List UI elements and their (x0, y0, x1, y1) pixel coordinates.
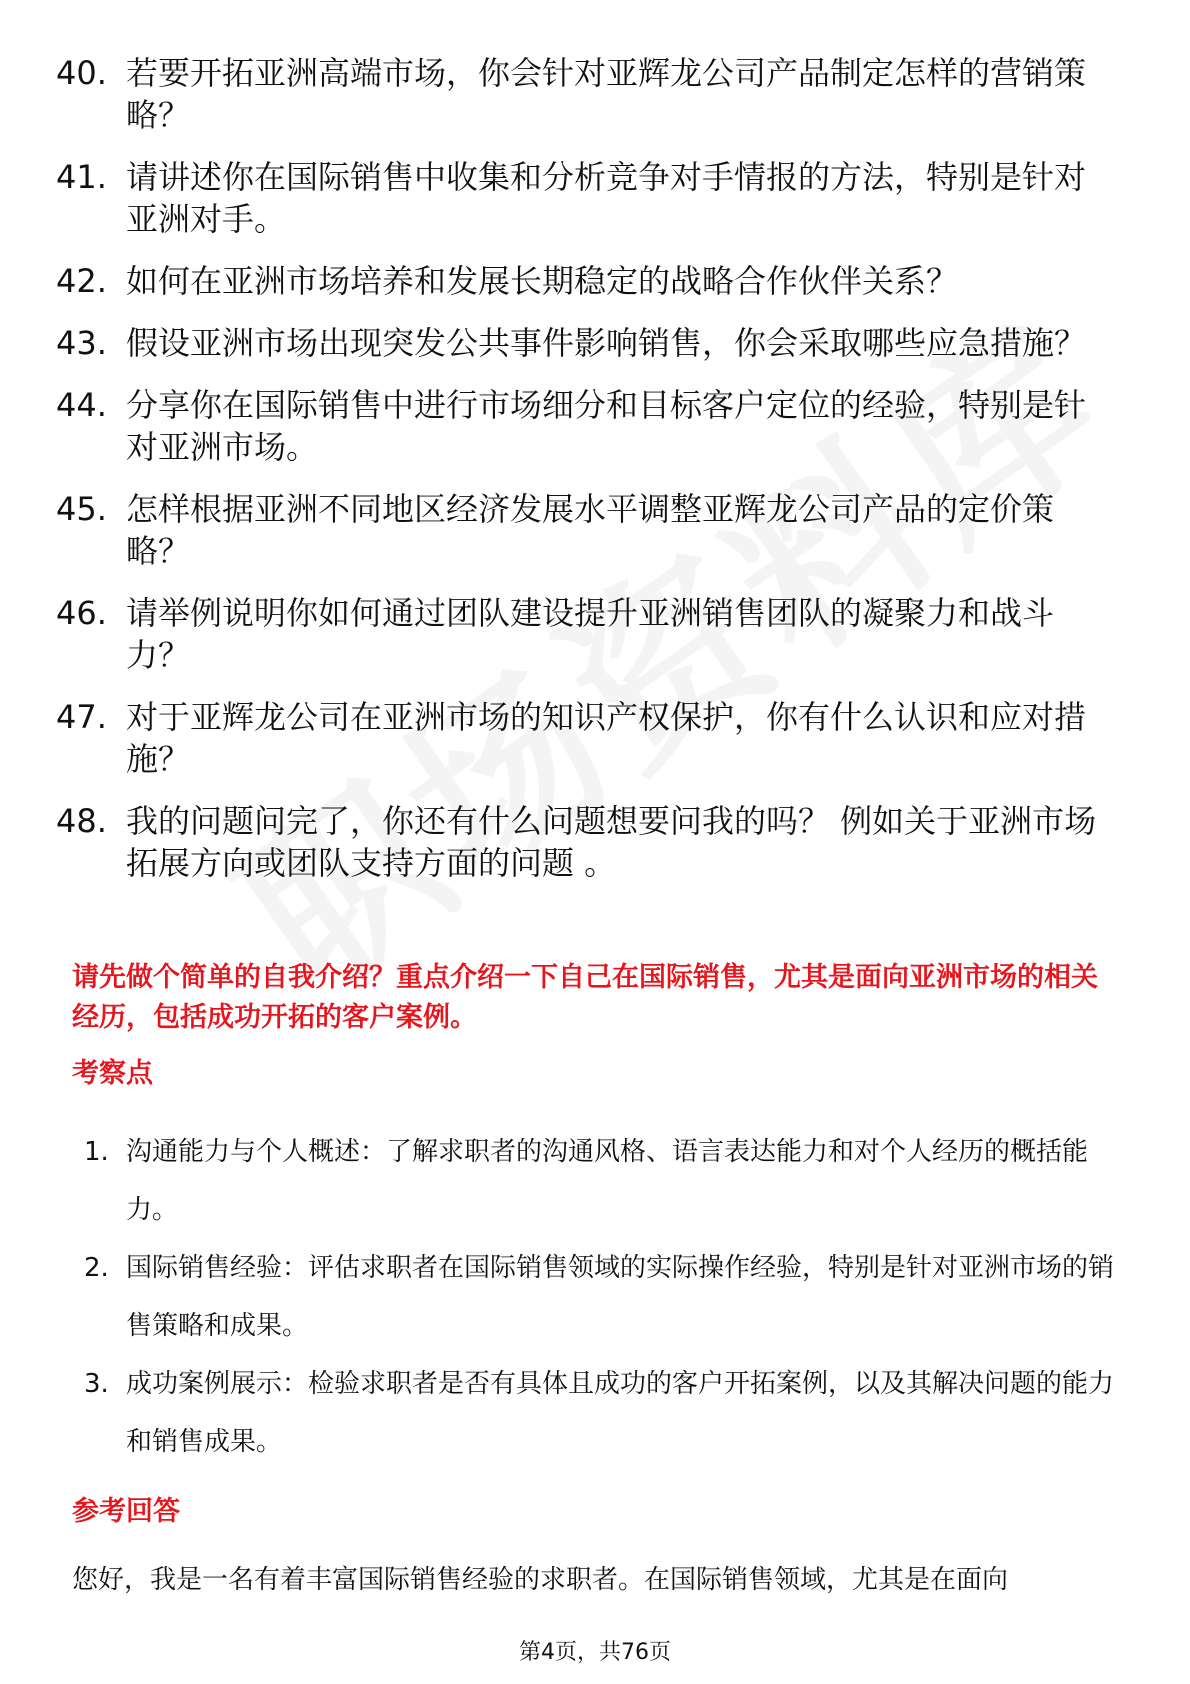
point-number: 2. (84, 1253, 109, 1283)
page-footer: 第4页，共76页 (519, 1640, 671, 1665)
question-item (56, 488, 1116, 572)
question-list (56, 52, 1116, 904)
question-item (56, 260, 1116, 302)
question-number: 45. (56, 490, 107, 528)
point-text: 沟通能力与个人概述：了解求职者的沟通风格、语言表达能力和对个人经历的概括能力。 (126, 1137, 1089, 1225)
point-number: 3. (84, 1369, 109, 1399)
question-item (56, 322, 1116, 364)
question-number: 42. (56, 262, 107, 300)
answer-title: 参考回答 (72, 1496, 180, 1527)
question-text: 若要开拓亚洲高端市场，你会针对亚辉龙公司产品制定怎样的营销策略？ (126, 54, 1087, 134)
question-item (56, 52, 1116, 136)
point-item (84, 1239, 1124, 1355)
question-item (56, 384, 1116, 468)
question-number: 47. (56, 698, 107, 736)
question-item (56, 592, 1116, 676)
question-number: 43. (56, 324, 107, 362)
question-number: 44. (56, 386, 107, 424)
answer-text: 您好，我是一名有着丰富国际销售经验的求职者。在国际销售领域，尤其是在面向 (72, 1565, 1009, 1595)
question-text: 请讲述你在国际销售中收集和分析竞争对手情报的方法，特别是针对亚洲对手。 (126, 158, 1087, 238)
question-number: 48. (56, 802, 107, 840)
question-item (56, 800, 1116, 884)
question-text: 对于亚辉龙公司在亚洲市场的知识产权保护，你有什么认识和应对措施？ (126, 698, 1087, 778)
question-text: 分享你在国际销售中进行市场细分和目标客户定位的经验，特别是针对亚洲市场。 (126, 386, 1087, 466)
question-text: 怎样根据亚洲不同地区经济发展水平调整亚辉龙公司产品的定价策略？ (126, 490, 1055, 570)
point-item (84, 1123, 1124, 1239)
point-item (84, 1355, 1124, 1471)
points-list (84, 1123, 1124, 1471)
point-number: 1. (84, 1137, 109, 1167)
question-item (56, 696, 1116, 780)
question-text: 假设亚洲市场出现突发公共事件影响销售，你会采取哪些应急措施？ (126, 324, 1087, 362)
question-number: 41. (56, 158, 107, 196)
point-text: 成功案例展示：检验求职者是否有具体且成功的客户开拓案例，以及其解决问题的能力和销售成果。 (126, 1369, 1115, 1457)
question-text: 如何在亚洲市场培养和发展长期稳定的战略合作伙伴关系？ (126, 262, 959, 300)
question-item (56, 156, 1116, 240)
question-text: 我的问题问完了，你还有什么问题想要问我的吗？ 例如关于亚洲市场拓展方向或团队支持方面的问题 。 (126, 802, 1097, 882)
question-number: 46. (56, 594, 107, 632)
question-number: 40. (56, 54, 107, 92)
point-text: 国际销售经验：评估求职者在国际销售领域的实际操作经验，特别是针对亚洲市场的销售策略和成果。 (126, 1253, 1115, 1341)
question-text: 请举例说明你如何通过团队建设提升亚洲销售团队的凝聚力和战斗力？ (126, 594, 1055, 674)
highlight-question: 请先做个简单的自我介绍？重点介绍一下自己在国际销售，尤其是面向亚洲市场的相关经历，包括成功开拓的客户案例。 (72, 962, 1098, 1033)
points-title: 考察点 (72, 1058, 153, 1089)
